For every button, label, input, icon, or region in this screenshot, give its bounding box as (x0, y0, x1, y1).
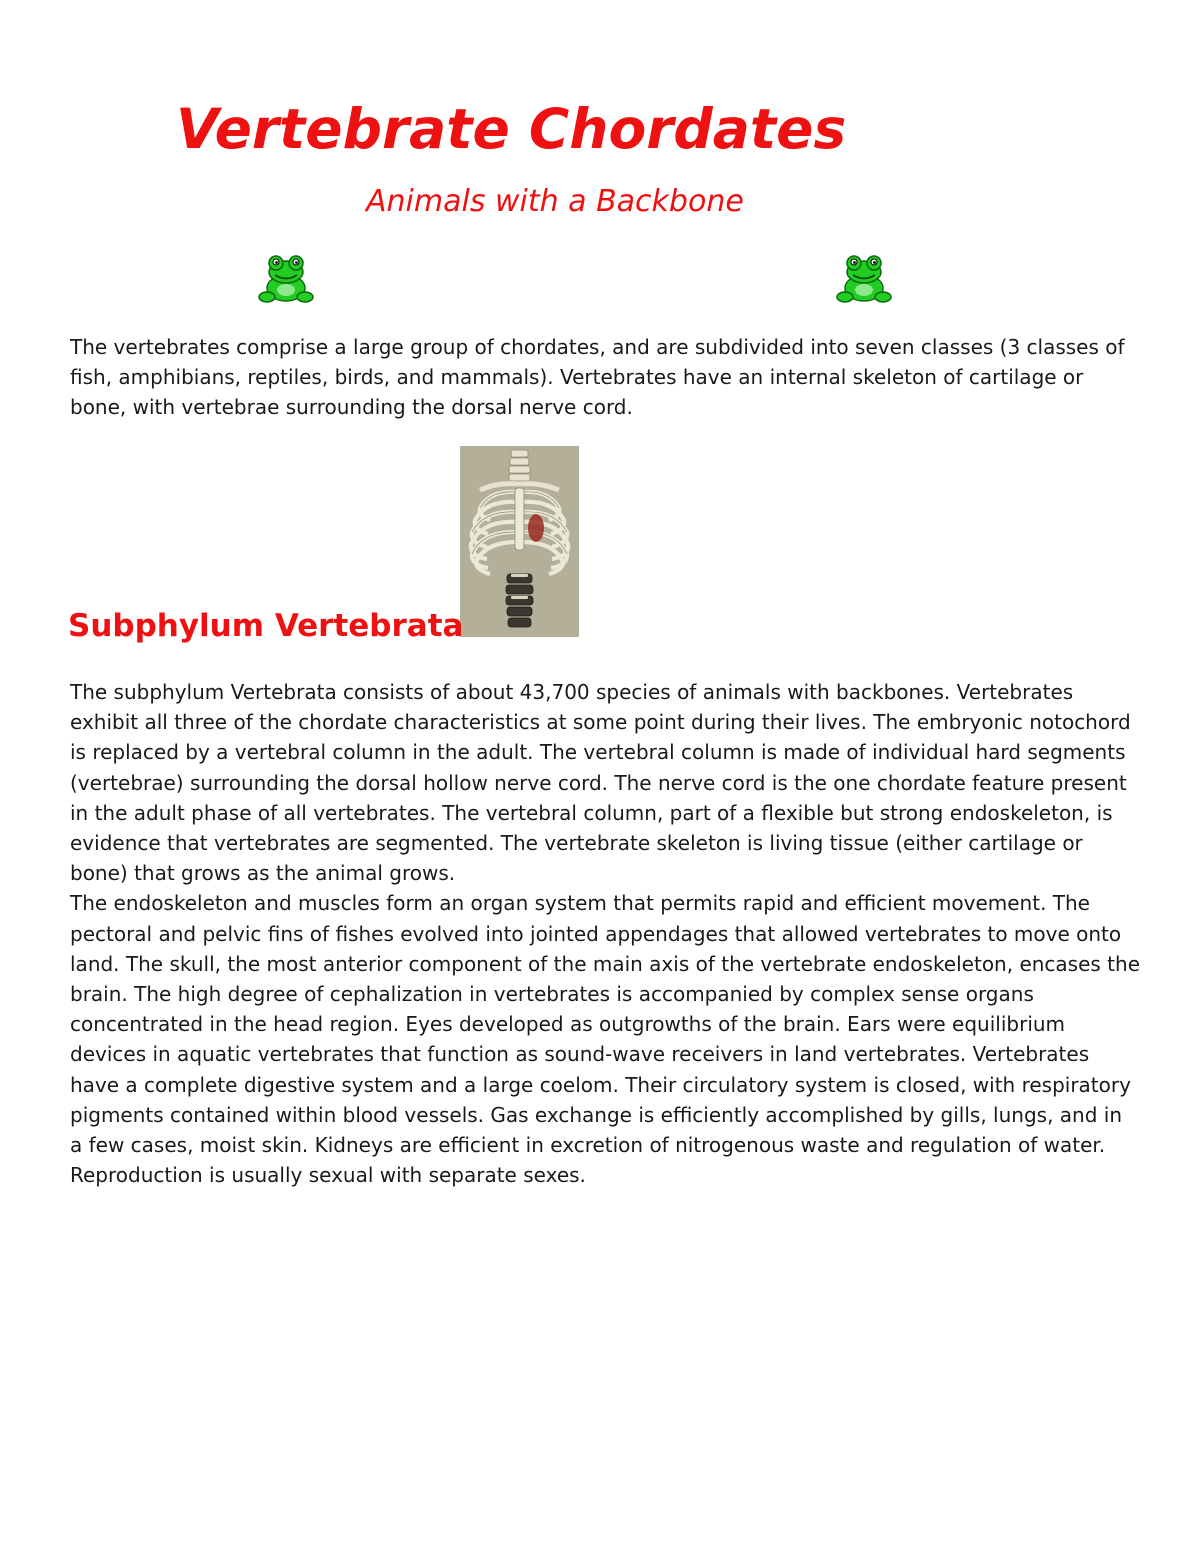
intro-paragraph: The vertebrates comprise a large group of chordates, and are subdivided into seven classes (3 classes of fish, amphibians, reptiles, birds, and mammals). Vertebrates have an internal skeleton of cartilage or bone, with vertebrae surrounding the dorsal nerve cord. (70, 335, 1125, 420)
page-subtitle: Animals with a Backbone (366, 184, 744, 219)
section-paragraph: The endoskeleton and muscles form an organ system that permits rapid and efficient movement. The pectoral and pelvic fins of fishes evolved into jointed appendages that allowed vertebrates to move onto land. The skull, the most anterior component of the main axis of the vertebrate endoskeleton, encases the brain. The high degree of cephalization in vertebrates is accompanied by complex sense organs concentrated in the head region. Eyes developed as outgrowths of the brain. Ears were equilibrium devices in aquatic vertebrates that function as sound-wave receivers in land vertebrates. Vertebrates have a complete digestive system and a large coelom. Their circulatory system is closed, with respiratory pigments contained within blood vessels. Gas exchange is efficiently accomplished by gills, lungs, and in a few cases, moist skin. Kidneys are efficient in excretion of nitrogenous waste and regulation of water. Reproduction is usually sexual with separate sexes. (70, 891, 1140, 1188)
section-paragraph: The subphylum Vertebrata consists of about 43,700 species of animals with backbones. Vertebrates exhibit all three of the chordate characteristics at some point during their lives. The embryonic notochord is replaced by a vertebral column in the adult. The vertebral column is made of individual hard segments (vertebrae) surrounding the dorsal hollow nerve cord. The nerve cord is the one chordate feature present in the adult phase of all vertebrates. The vertebral column, part of a flexible but strong endoskeleton, is evidence that vertebrates are segmented. The vertebrate skeleton is living tissue (either cartilage or bone) that grows as the animal grows. (70, 680, 1131, 886)
page-title: Vertebrate Chordates (176, 97, 847, 161)
section-heading: Subphylum Vertebrata (68, 608, 464, 644)
frog-icon (258, 252, 314, 304)
section-body (70, 677, 1140, 1190)
frog-icon (836, 252, 892, 304)
skeleton-ribcage-image (460, 446, 579, 637)
